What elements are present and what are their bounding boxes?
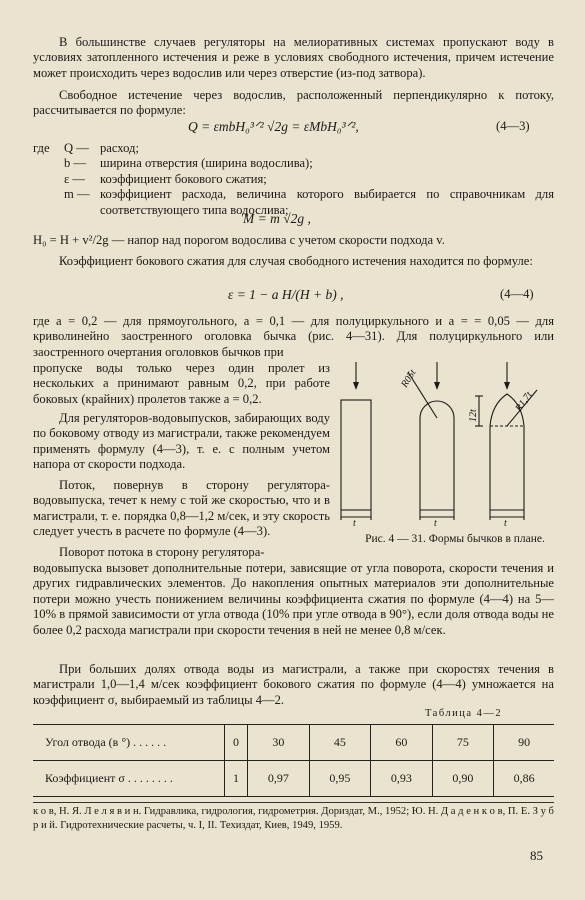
definition-row bbox=[64, 141, 584, 156]
paragraph-large-shares: При больших долях отвода воды из магистрали, а также при скоростях течения в магистрали 1,0—1,4 м/сек коэффициент бокового сжатия по формуле (4—4) умножается на коэффициент σ, выбираемый из таблицы 4—2. bbox=[33, 662, 554, 707]
equation-number-4-3: (4—3) bbox=[496, 119, 530, 133]
paragraph-outlets: Для регуляторов-водовыпусков, забирающих воду по боковому отводу из магистрали, также рекомендуем применять формулу (4—3), т. е. с полным учетом напора от скорости подхода. bbox=[33, 411, 330, 472]
label-12t: 12t bbox=[468, 409, 479, 422]
page-number: 85 bbox=[530, 848, 543, 863]
table-cell: 75 bbox=[432, 725, 494, 761]
definition-row bbox=[64, 156, 584, 171]
formula-m: M = m √2g , bbox=[243, 211, 311, 226]
table-cell: 30 bbox=[248, 725, 310, 761]
table-cell: 0,90 bbox=[432, 761, 494, 797]
paragraph-coefficients: где a = 0,2 — для прямоугольного, a = 0,1 — для полуциркульного и a = = 0,05 — для криволинейно заостренного оголовка бычка (рис. 4—31). Для полуциркульного или заостренного очертания оголовков бычков при bbox=[33, 314, 554, 359]
table-cell: 60 bbox=[371, 725, 433, 761]
coefficient-table bbox=[33, 724, 554, 797]
label-r05t: R05t bbox=[399, 367, 419, 390]
definitions-list bbox=[64, 141, 584, 218]
table-cell: 90 bbox=[494, 725, 554, 761]
label-t-semicircle: t bbox=[434, 518, 437, 529]
figure-caption: Рис. 4 — 31. Формы бычков в плане. bbox=[365, 533, 545, 545]
rect-pier bbox=[341, 400, 371, 510]
definition-text: коэффициент бокового сжатия; bbox=[100, 171, 267, 186]
table-row bbox=[33, 725, 554, 761]
definition-symbol: ε — bbox=[64, 171, 86, 186]
paragraph-contraction: Коэффициент бокового сжатия для случая свободного истечения находится по формуле: bbox=[59, 254, 533, 268]
definition-symbol: Q — bbox=[64, 141, 89, 155]
row-label-angle: Угол отвода (в °) . . . . . . bbox=[33, 725, 225, 761]
paragraph-losses: водовыпуска вызовет дополнительные потери, зависящие от угла поворота, скорости течения и других гидравлических элементов. До накопления опытных материалов эти дополнительные потери можно учесть понижением величины коэффициента сжатия по формуле (4—4) на 5—10% в прямой зависимости от угла отвода (10% при угле отвода в 90°), если доля отвода воды не более 0,2 расхода магистрали при скорости течения в ней не менее 0,8 м/сек. bbox=[33, 561, 554, 637]
formula-4-4: ε = 1 − a H/(H + b) , bbox=[228, 287, 344, 302]
table-cell: 0,97 bbox=[248, 761, 310, 797]
paragraph-single-span: пропуске воды только через один пролет из нескольких a принимают равным 0,2, при работе боковых (крайних) пролетов также a = 0,2. bbox=[33, 361, 330, 406]
equation-number-4-4: (4—4) bbox=[500, 287, 534, 301]
label-r17t: R1,7t bbox=[513, 389, 535, 414]
formula-4-3: Q = εmbH₀³ᐟ² √2g = εMbH₀³ᐟ², bbox=[188, 119, 359, 134]
table-cell: 45 bbox=[309, 725, 371, 761]
row-label-coefficient: Коэффициент σ . . . . . . . . bbox=[33, 761, 225, 797]
label-t-rect: t bbox=[353, 518, 356, 529]
definition-text: расход; bbox=[100, 141, 139, 155]
table-cell: 0,95 bbox=[309, 761, 371, 797]
paragraph-intro: В большинстве случаев регуляторы на мелиоративных системах пропускают воду в условиях затопленного истечения и реже в условиях свободного истечения, причем истечение может происходить через водослив или через отверстие (из-под затвора). bbox=[33, 35, 554, 80]
definition-symbol: m — bbox=[64, 187, 90, 202]
table-row bbox=[33, 761, 554, 797]
pier-shapes-figure bbox=[332, 360, 562, 530]
table-cell: 0,93 bbox=[371, 761, 433, 797]
table-caption: Таблица 4—2 bbox=[425, 708, 503, 719]
definition-text: ширина отверстия (ширина водослива); bbox=[100, 156, 313, 171]
definition-text: коэффициент расхода, величина которого выбирается по справочникам для соответствующего типа водослива; bbox=[100, 187, 554, 217]
paragraph-free-flow: Свободное истечение через водослив, расположенный перпендикулярно к потоку, рассчитывается по формуле: bbox=[33, 88, 554, 118]
paragraph-flow-turn: Поток, повернув в сторону регулятора-водовыпуска, течет к нему с той же скоростью, что и в магистрали, т. е. порядка 0,8—1,2 м/сек, и эту скорость следует учесть в расчете по формуле (4—3). bbox=[33, 478, 330, 539]
table-cell: 1 bbox=[225, 761, 248, 797]
definition-row bbox=[64, 172, 584, 187]
where-label: где bbox=[33, 141, 50, 155]
footnote: к о в, Н. Я. Л е л я в и н. Гидравлика, гидрология, гидрометрия. Дориздат, М., 1952; Ю. Н. Д а д е н к о в, П. Е. З у б р и й. Гидротехнические расчеты, ч. I, II. Техиздат, Киев, 1949, 1959. bbox=[33, 802, 554, 833]
definition-symbol: b — bbox=[64, 156, 87, 171]
table-cell: 0 bbox=[225, 725, 248, 761]
head-definition: H₀ = H + v²/2g — напор над порогом водослива с учетом скорости подхода v. bbox=[33, 233, 445, 247]
table-cell: 0,86 bbox=[494, 761, 554, 797]
label-t-pointed: t bbox=[504, 518, 507, 529]
paragraph-turn-start: Поворот потока в сторону регулятора- bbox=[59, 545, 265, 559]
